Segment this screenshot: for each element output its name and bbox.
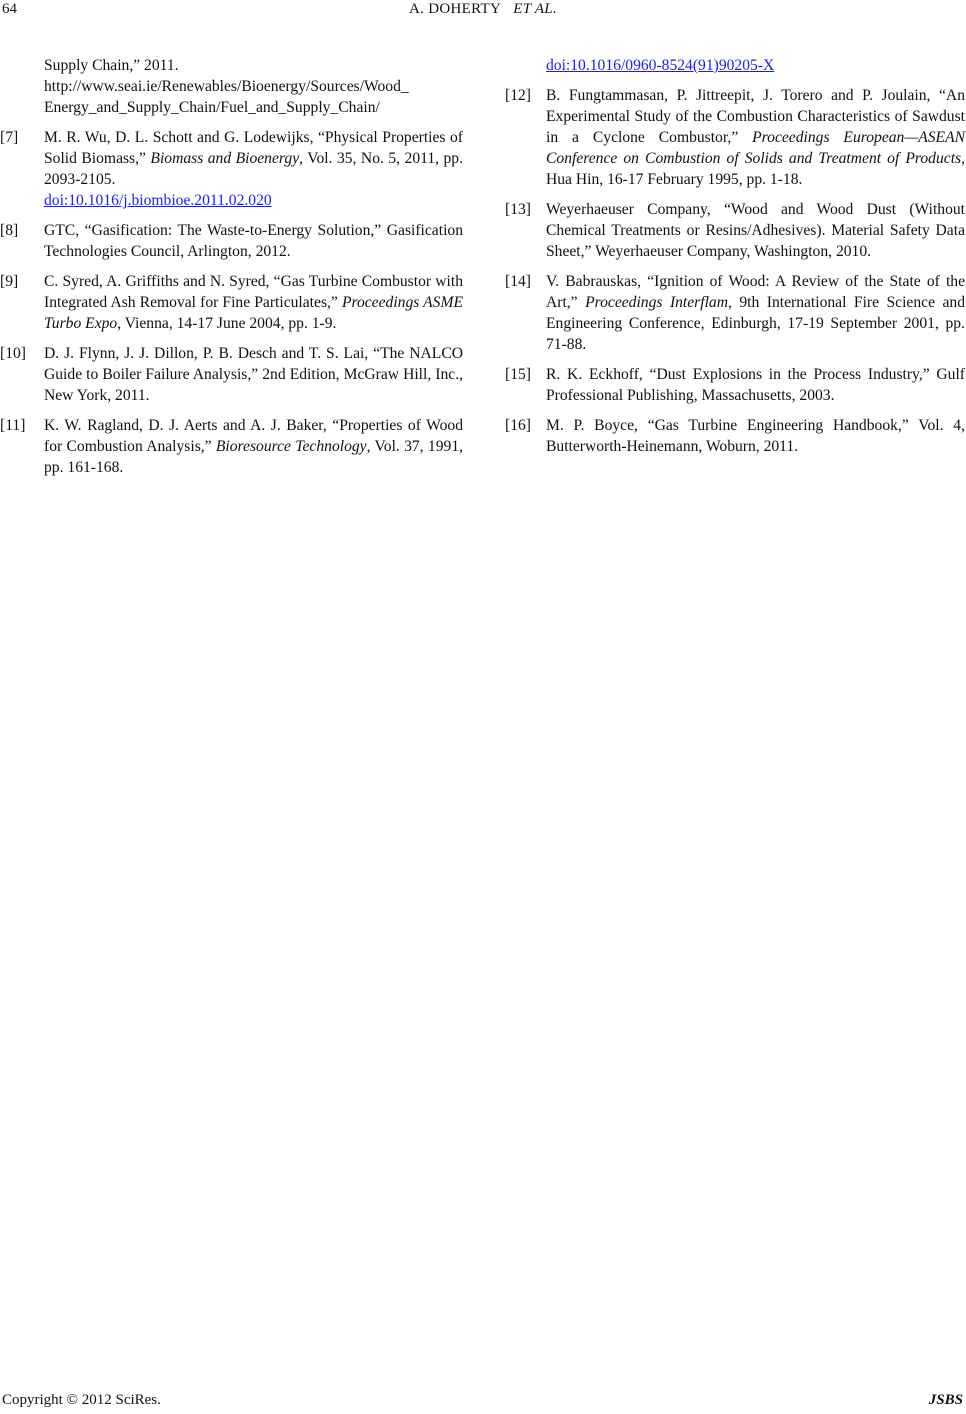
right-column xyxy=(505,55,965,466)
reference-14 xyxy=(505,271,965,355)
reference-continuation xyxy=(44,55,463,118)
reference-number: [15] xyxy=(505,366,531,383)
reference-text: C. Syred, A. Griffiths and N. Syred, “Gas Turbine Combustor with Integrated Ash Removal for Fine Particulates,” xyxy=(44,273,463,311)
reference-number: [11] xyxy=(0,417,26,434)
reference-journal: Proceedings ASME Turbo Expo xyxy=(44,294,463,332)
reference-continuation xyxy=(546,55,965,76)
running-head xyxy=(0,1,966,18)
reference-body: R. K. Eckhoff, “Dust Explosions in the Process Industry,” Gulf Professional Publishing, Massachusetts, 2003. xyxy=(546,366,965,404)
running-head-etal: ET AL. xyxy=(513,1,558,17)
reference-16 xyxy=(505,415,965,457)
reference-body xyxy=(546,85,965,190)
reference-details: , Vol. 37, 1991, pp. 161-168. xyxy=(44,438,464,476)
reference-body xyxy=(546,271,965,355)
reference-number: [9] xyxy=(0,273,19,290)
continuation-text: Supply Chain,” 2011. xyxy=(44,57,179,74)
reference-body: M. P. Boyce, “Gas Turbine Engineering Handbook,” Vol. 4, Butterworth-Heinemann, Woburn, 2011. xyxy=(546,417,965,455)
reference-body xyxy=(44,271,463,334)
reference-body: D. J. Flynn, J. J. Dillon, P. B. Desch and T. S. Lai, “The NALCO Guide to Boiler Failure Analysis,” 2nd Edition, McGraw Hill, Inc., New York, 2011. xyxy=(44,345,463,404)
reference-body: Weyerhaeuser Company, “Wood and Wood Dust (Without Chemical Treatments or Resins/Adhesives). Material Safety Data Sheet,” Weyerhaeuser Company, Washington, 2010. xyxy=(546,201,965,260)
reference-journal: Biomass and Bioenergy xyxy=(150,150,300,167)
reference-11 xyxy=(0,415,463,478)
reference-details: , Vol. 35, No. 5, 2011, pp. 2093-2105. xyxy=(44,150,464,188)
reference-text: K. W. Ragland, D. J. Aerts and A. J. Baker, “Properties of Wood for Combustion Analysis,” xyxy=(44,417,463,455)
reference-9 xyxy=(0,271,463,334)
reference-number: [10] xyxy=(0,345,26,362)
reference-body xyxy=(44,415,463,478)
reference-number: [14] xyxy=(505,273,531,290)
page-number: 64 xyxy=(2,1,17,17)
reference-text: M. R. Wu, D. L. Schott and G. Lodewijks, “Physical Properties of Solid Biomass,” xyxy=(44,129,463,167)
continuation-url-line2[interactable]: Energy_and_Supply_Chain/Fuel_and_Supply_Chain/ xyxy=(44,99,380,116)
reference-number: [16] xyxy=(505,417,531,434)
left-column xyxy=(0,55,463,487)
reference-13 xyxy=(505,199,965,262)
page-header xyxy=(0,0,966,22)
reference-details: , Hua Hin, 16-17 February 1995, pp. 1-18. xyxy=(546,150,965,188)
reference-details: , 9th International Fire Science and Engineering Conference, Edinburgh, 17-19 September 2001, pp. 71-88. xyxy=(546,294,965,353)
reference-journal: Bioresource Technology xyxy=(215,438,367,455)
doi-link[interactable]: doi:10.1016/0960-8524(91)90205-X xyxy=(546,57,775,74)
reference-7 xyxy=(0,127,463,211)
reference-number: [12] xyxy=(505,87,531,104)
reference-text: B. Fungtammasan, P. Jittreepit, J. Torero and P. Joulain, “An Experimental Study of the Combustion Characteristics of Sawdust in a Cyclone Combustor,” xyxy=(546,87,965,146)
reference-8 xyxy=(0,220,463,262)
reference-number: [13] xyxy=(505,201,531,218)
reference-number: [8] xyxy=(0,222,19,239)
reference-journal: Proceedings European—ASEAN Conference on Combustion of Solids and Treatment of Products xyxy=(546,129,965,167)
reference-15 xyxy=(505,364,965,406)
reference-10 xyxy=(0,343,463,406)
reference-text: V. Babrauskas, “Ignition of Wood: A Review of the State of the Art,” xyxy=(546,273,965,311)
continuation-url-line1[interactable]: http://www.seai.ie/Renewables/Bioenergy/Sources/Wood_ xyxy=(44,78,409,95)
reference-12 xyxy=(505,85,965,190)
page-footer xyxy=(0,1392,966,1412)
reference-body: GTC, “Gasification: The Waste-to-Energy Solution,” Gasification Technologies Council, Arlington, 2012. xyxy=(44,222,463,260)
copyright-notice: Copyright © 2012 SciRes. xyxy=(2,1392,161,1408)
running-head-author: A. DOHERTY xyxy=(408,1,502,17)
reference-journal: Proceedings Interflam xyxy=(585,294,728,311)
reference-body xyxy=(44,127,463,211)
reference-details: , Vienna, 14-17 June 2004, pp. 1-9. xyxy=(117,315,337,332)
doi-link[interactable]: doi:10.1016/j.biombioe.2011.02.020 xyxy=(44,192,272,209)
reference-number: [7] xyxy=(0,129,19,146)
journal-abbreviation: JSBS xyxy=(928,1392,963,1408)
